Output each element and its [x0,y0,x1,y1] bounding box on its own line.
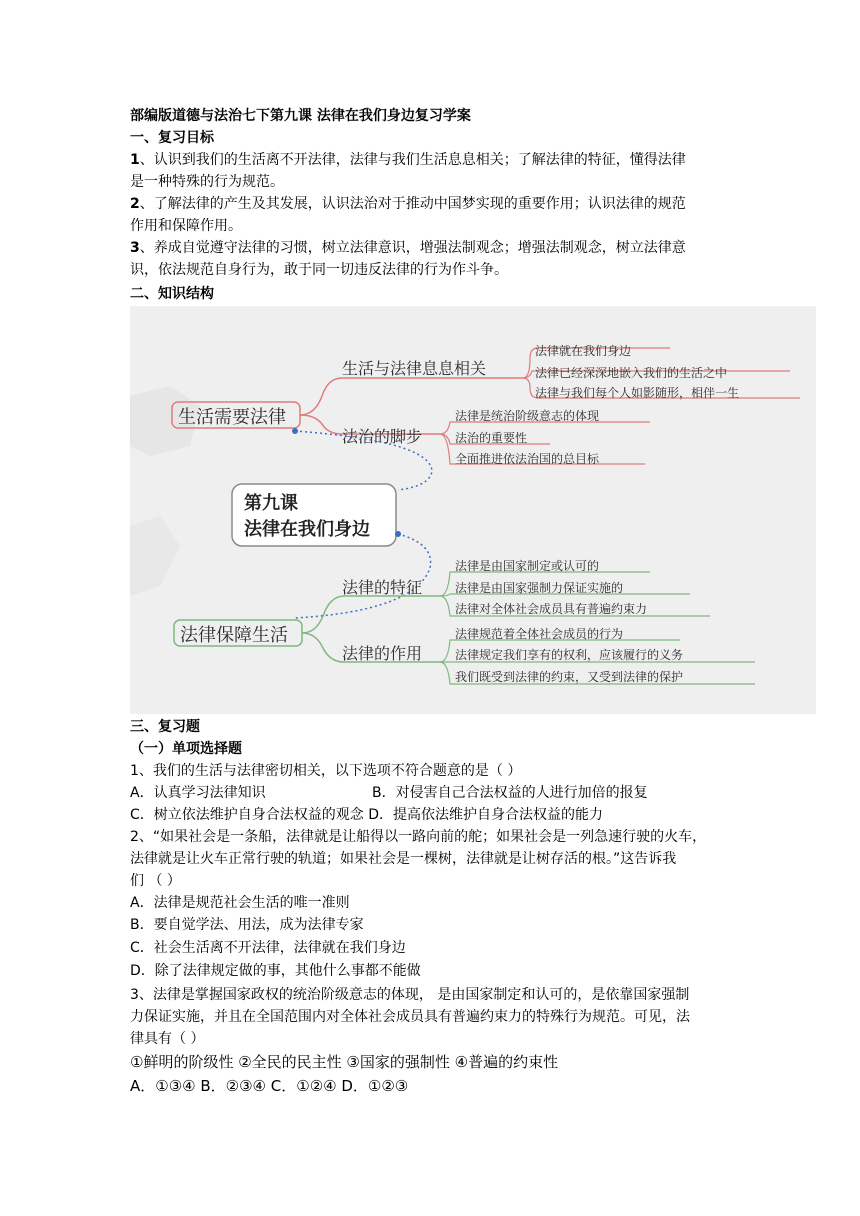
objective-text: 、认识到我们的生活离不开法律，法律与我们生活息息相关；了解法律的特征，懂得法律 [139,152,686,168]
objective-number: 1 [130,152,140,168]
sub1-item: 法律已经深深地嵌入我们的生活之中 [535,366,728,380]
objective-2-line2: 作用和保障作用。 [130,218,242,234]
objective-3-line1 [130,237,686,259]
sub2-item: 全面推进依法治国的总目标 [455,452,600,466]
mindmap-canvas [130,306,816,714]
sub2-item: 法治的重要性 [455,431,528,445]
q3-answer-options: A．①③④ B．②③④ C．①②④ D．①②③ [130,1077,409,1095]
q3-stem-line2: 力保证实施，并且在全国范围内对全体社会成员具有普遍约束力的特殊行为规范。可见，法 [130,1009,690,1025]
sub4-item: 我们既受到法律的约束，又受到法律的保护 [455,670,684,684]
section-heading-review: 三、复习题 [130,719,200,735]
objective-3-line2: 识，依法规范自身行为，敢于同一切违反法律的行为作斗争。 [130,262,508,278]
objective-1-line2: 是一种特殊的行为规范。 [130,174,284,190]
knowledge-mindmap [130,306,816,714]
sub3-item: 法律是由国家制定或认可的 [455,559,600,573]
branch-bottom-label: 法律保障生活 [180,625,288,646]
sub4-label: 法律的作用 [342,644,423,663]
sub3-item: 法律是由国家强制力保证实施的 [455,581,624,595]
q2-option-d: D．除了法律规定做的事，其他什么事都不能做 [130,963,421,979]
q2-option-b: B．要自觉学法、用法，成为法律专家 [130,917,364,933]
document-title: 部编版道德与法治七下第九课 法律在我们身边复习学案 [130,108,471,124]
q1-option-cd: C．树立依法维护自身合法权益的观念 D．提高依法维护自身合法权益的能力 [130,807,604,823]
q2-option-c: C．社会生活离不开法律，法律就在我们身边 [130,940,406,956]
sub3-label: 法律的特征 [342,578,423,597]
objective-number: 2 [130,196,140,212]
sub4-item: 法律规范着全体社会成员的行为 [455,627,624,641]
objective-2-line1 [130,193,686,215]
section-heading-structure: 二、知识结构 [130,286,214,302]
objective-number: 3 [130,240,140,256]
q2-stem-line2: 法律就是让火车正常行驶的轨道；如果社会是一棵树，法律就是让树存活的根。”这告诉我 [130,851,677,867]
sub-heading-single-choice: （一）单项选择题 [130,741,242,757]
sub1-item: 法律与我们每个人如影随形，相伴一生 [535,386,740,400]
q2-stem-line3: 们 （ ） [130,873,181,889]
q1-option-a: A．认真学习法律知识 [130,785,266,801]
sub4-item: 法律规定我们享有的权利，应该履行的义务 [455,648,684,662]
sub2-item: 法律是统治阶级意志的体现 [455,409,600,423]
objective-1-line1 [130,149,686,171]
sub2-label: 法治的脚步 [342,427,423,446]
q3-stem-line3: 律具有（ ） [130,1031,205,1047]
q1-stem: 1、我们的生活与法律密切相关，以下选项不符合题意的是（ ） [130,763,522,779]
sub3-item: 法律对全体社会成员具有普遍约束力 [455,602,648,616]
q3-stem-line1: 3、法律是掌握国家政权的统治阶级意志的体现， 是由国家制定和认可的，是依靠国家强制 [130,987,690,1003]
q2-stem-line1: 2、“如果社会是一条船，法律就是让船得以一路向前的舵；如果社会是一列急速行驶的火车， [130,829,707,845]
section-heading-objectives: 一、复习目标 [130,130,214,146]
center-subtitle: 法律在我们身边 [244,519,370,540]
sub1-item: 法律就在我们身边 [535,344,632,358]
branch-top-label: 生活需要法律 [178,407,286,428]
sub1-label: 生活与法律息息相关 [342,359,487,378]
q2-option-a: A．法律是规范社会生活的唯一准则 [130,895,350,911]
objective-text: 、养成自觉遵守法律的习惯，树立法律意识，增强法制观念；增强法制观念，树立法律意 [139,240,686,256]
q3-statements: ①鲜明的阶级性 ②全民的民主性 ③国家的强制性 ④普遍的约束性 [130,1053,559,1071]
center-title: 第九课 [244,493,298,514]
objective-text: 、了解法律的产生及其发展，认识法治对于推动中国梦实现的重要作用；认识法律的规范 [139,196,686,212]
q1-option-b: B．对侵害自己合法权益的人进行加倍的报复 [372,785,648,801]
